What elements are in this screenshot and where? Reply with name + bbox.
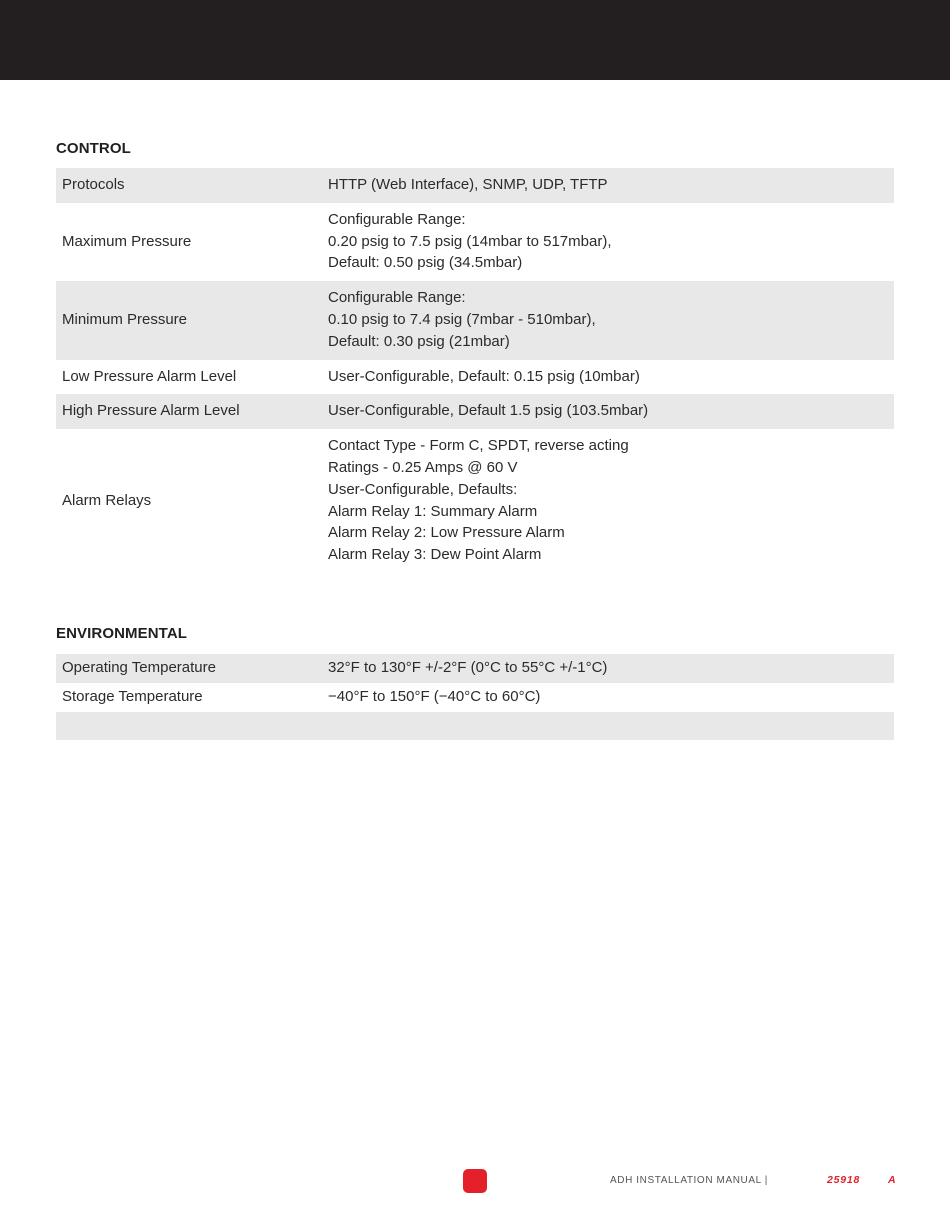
- spec-value: [322, 683, 894, 712]
- spec-value-line: 0.10 psig to 7.4 psig (7mbar - 510mbar),: [328, 310, 596, 328]
- spec-label: Minimum Pressure: [56, 281, 322, 359]
- spec-value-line: [328, 715, 894, 737]
- revision-letter: A: [888, 1174, 897, 1186]
- spec-value-line: −40°F to 150°F (−40°C to 60°C): [328, 687, 541, 705]
- spec-value: [322, 394, 894, 429]
- spec-value-line: Ratings - 0.25 Amps @ 60 V: [328, 458, 518, 476]
- spec-value-line: Configurable Range:: [328, 210, 466, 228]
- spec-value: [322, 168, 894, 203]
- table-row: [56, 203, 894, 281]
- spec-value-line: Default: 0.30 psig (21mbar): [328, 332, 510, 350]
- control-spec-table: [56, 168, 894, 573]
- table-row: [56, 168, 894, 203]
- table-row: [56, 360, 894, 395]
- spec-value-line: Alarm Relay 2: Low Pressure Alarm: [328, 524, 565, 542]
- table-row: [56, 683, 894, 712]
- table-row-empty: [56, 712, 894, 741]
- control-section-heading: CONTROL: [56, 140, 131, 157]
- header-bar: [0, 0, 950, 80]
- brand-mark-icon: [463, 1169, 487, 1193]
- table-row: [56, 654, 894, 683]
- spec-value-line: Alarm Relay 3: Dew Point Alarm: [328, 546, 542, 564]
- spec-value-line: Alarm Relay 1: Summary Alarm: [328, 502, 538, 520]
- spec-value-line: User-Configurable, Default 1.5 psig (103.5mbar): [328, 402, 649, 420]
- spec-label: Low Pressure Alarm Level: [62, 367, 237, 385]
- spec-value-line: HTTP (Web Interface), SNMP, UDP, TFTP: [328, 176, 608, 193]
- environmental-spec-table: [56, 654, 894, 740]
- spec-value-line: Default: 0.50 psig (34.5mbar): [328, 254, 523, 272]
- spec-value-line: User-Configurable, Default: 0.15 psig (10mbar): [328, 367, 640, 385]
- spec-label: High Pressure Alarm Level: [56, 394, 322, 429]
- document-number: 25918: [827, 1174, 861, 1186]
- spec-value: [322, 203, 894, 281]
- spec-value-line: Configurable Range:: [328, 289, 466, 307]
- table-row: [56, 394, 894, 429]
- environmental-section-heading: ENVIRONMENTAL: [56, 625, 188, 642]
- manual-title: ADH INSTALLATION MANUAL |: [610, 1175, 768, 1186]
- spec-label: Alarm Relays: [62, 491, 152, 509]
- spec-value: [322, 429, 894, 573]
- spec-label: [56, 712, 322, 741]
- spec-value: [322, 654, 894, 683]
- table-row: [56, 281, 894, 359]
- spec-value: [322, 360, 894, 395]
- spec-value-line: User-Configurable, Defaults:: [328, 480, 518, 498]
- spec-label: Protocols: [56, 168, 322, 203]
- spec-label: Operating Temperature: [56, 654, 322, 683]
- spec-value-line: Contact Type - Form C, SPDT, reverse acting: [328, 437, 629, 455]
- spec-value-line: 0.20 psig to 7.5 psig (14mbar to 517mbar),: [328, 232, 612, 250]
- table-row: [56, 429, 894, 573]
- spec-value: [322, 712, 894, 741]
- spec-value-line: 32°F to 130°F +/-2°F (0°C to 55°C +/-1°C): [328, 659, 608, 676]
- spec-label: Storage Temperature: [62, 687, 203, 705]
- spec-label: Maximum Pressure: [62, 232, 192, 250]
- spec-value: [322, 281, 894, 359]
